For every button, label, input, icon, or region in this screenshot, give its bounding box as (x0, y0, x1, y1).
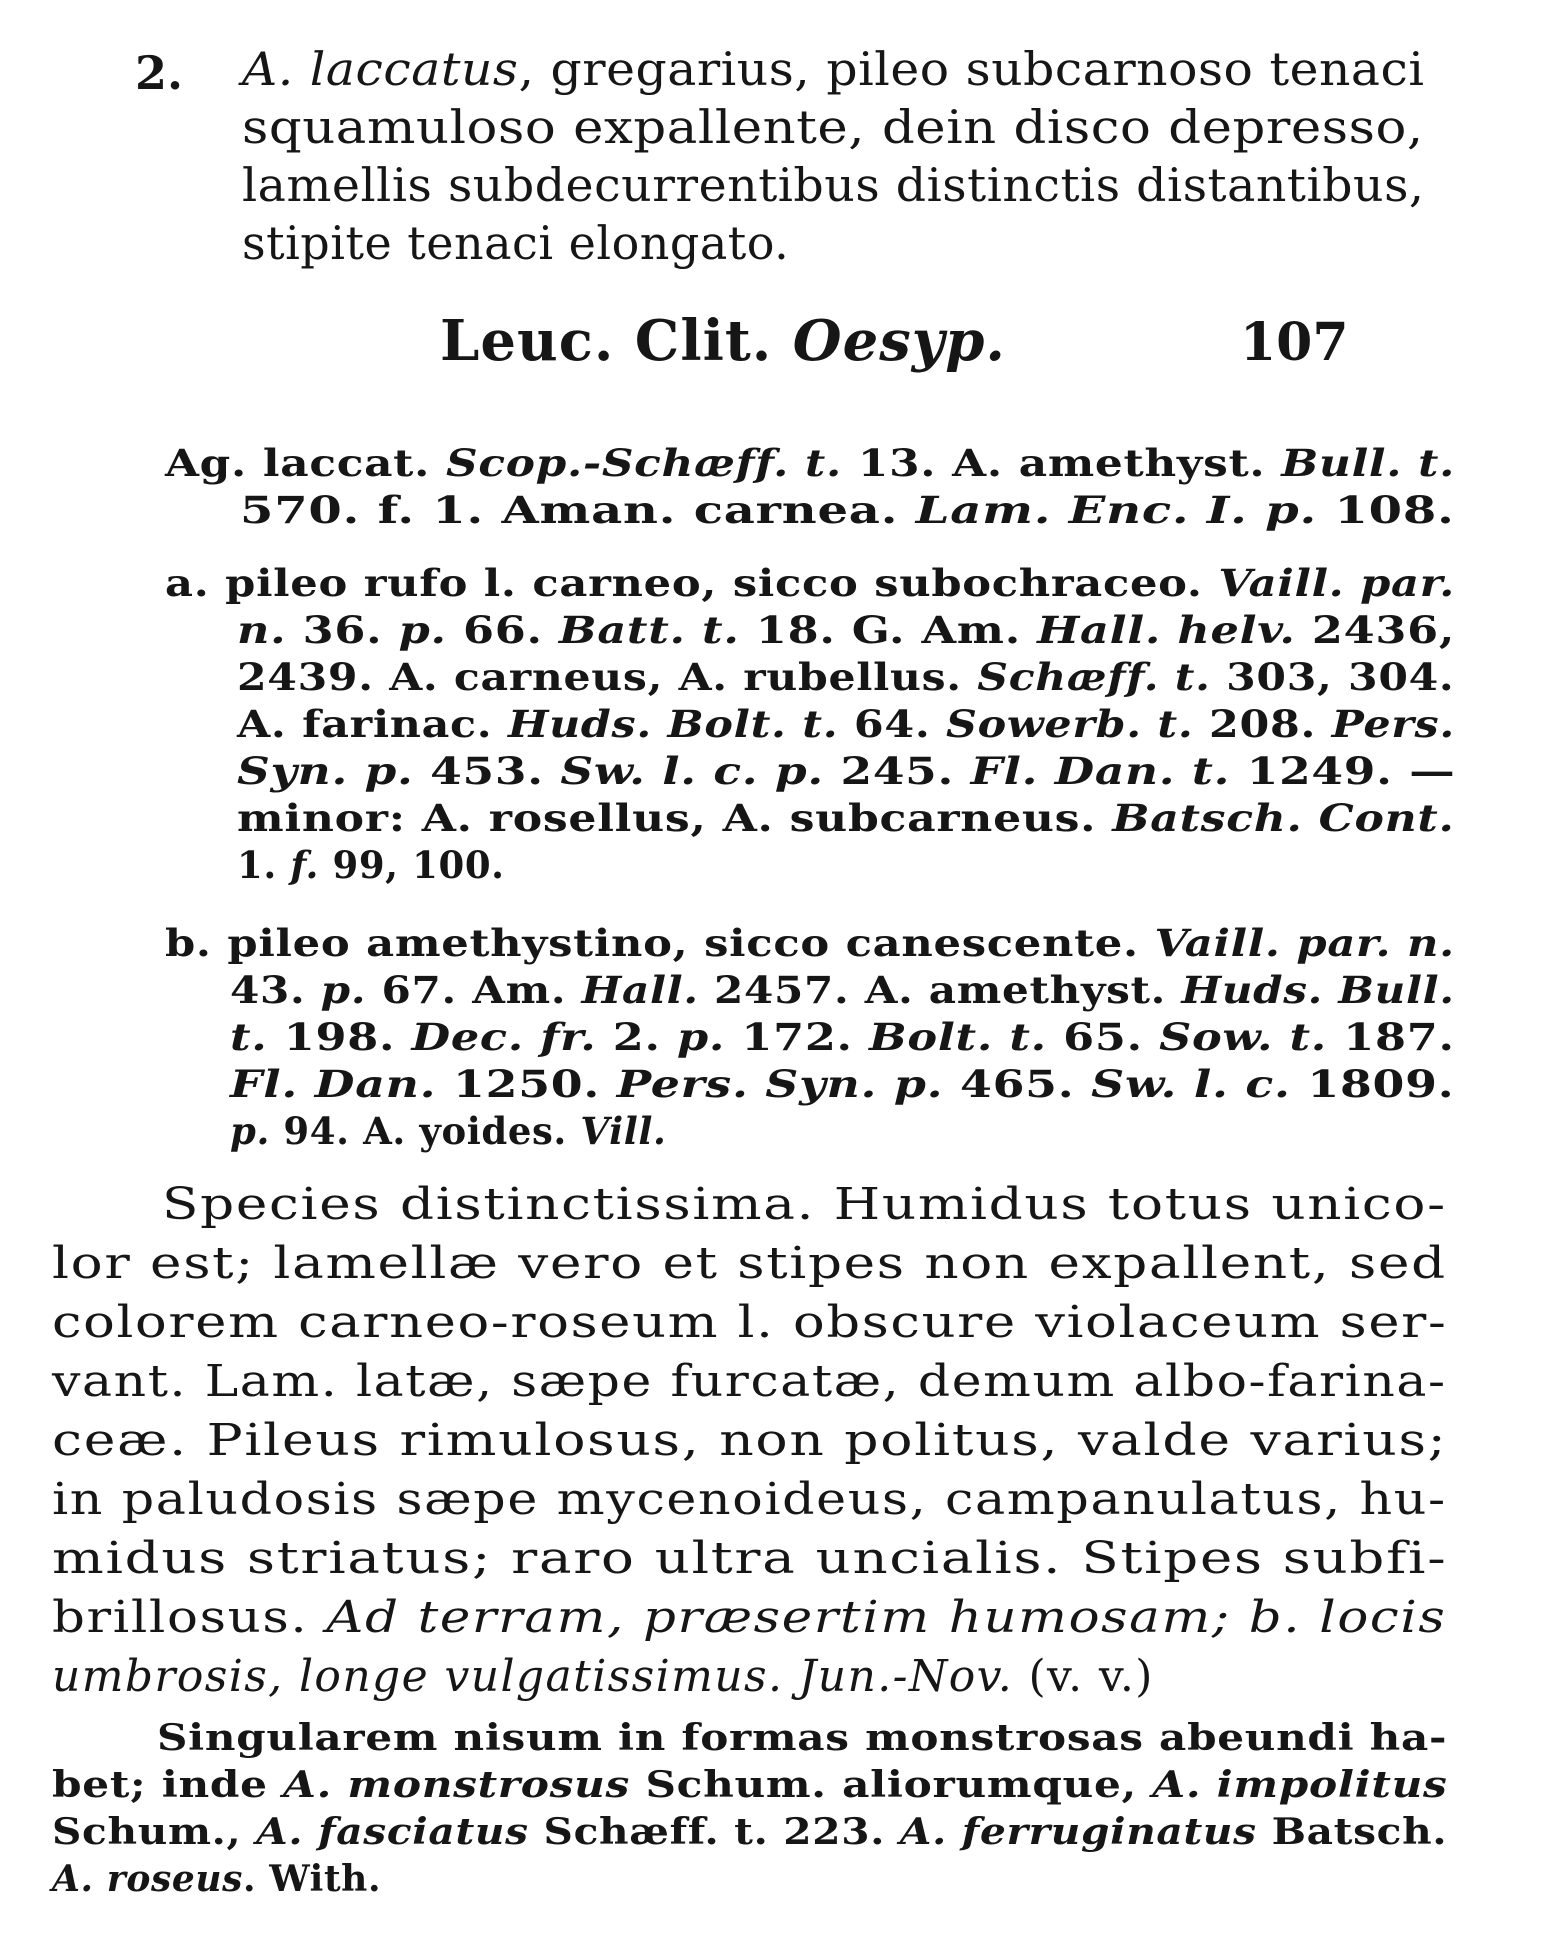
desc-line (52, 1411, 1447, 1470)
text-run: Sow. t. (1159, 1015, 1328, 1059)
text-run: Scop.-Schæff. t. (446, 441, 842, 485)
text-run: Lam. Enc. I. p. (915, 488, 1317, 532)
text-run: 64. (838, 702, 947, 746)
text-run: Bolt. t. (869, 1015, 1047, 1059)
text-run: vant. Lam. latæ, sæpe furcatæ, demum albo-farina- (52, 1356, 1447, 1407)
syn-a-line (237, 795, 1455, 842)
syn-a-line (237, 842, 505, 889)
desc-line (52, 1352, 1447, 1411)
text-run: Vaill. par. n. (1154, 921, 1455, 965)
syn-b-line (230, 1014, 1455, 1061)
entry-lines-line (242, 156, 1424, 214)
text-run: Sw. l. c. (1091, 1062, 1291, 1106)
syn-a-line (237, 701, 1455, 748)
syn-a-line (165, 560, 1455, 607)
text-run: (v. v.) (1013, 1651, 1154, 1702)
text-run: A. farinac. (237, 702, 508, 746)
text-run: 1. (237, 843, 291, 887)
text-run: n. (237, 608, 287, 652)
text-run: Ad terram, præsertim humosam; b. locis (326, 1592, 1447, 1643)
entry-lines-line (242, 98, 1424, 156)
text-run: 65. (1046, 1015, 1160, 1059)
syn-main-line (240, 487, 1455, 534)
text-run: A. ferruginatus (899, 1811, 1257, 1853)
text-run: Batsch. (1256, 1811, 1448, 1853)
text-run: 465. (943, 1062, 1092, 1106)
desc-line (162, 1175, 1447, 1234)
text-run: A. roseus (52, 1858, 243, 1900)
text-run: A. impolitus (1152, 1764, 1448, 1806)
text-run: Schum. aliorumque, (630, 1764, 1153, 1806)
text-run: 208. (1193, 702, 1332, 746)
entry-lines-line (242, 40, 1425, 98)
text-run: 67. Am. (366, 968, 582, 1012)
text-run: Singularem nisum in formas monstrosas abeundi ha- (157, 1717, 1448, 1759)
text-run: t. (230, 1015, 268, 1059)
text-run: f. (290, 843, 319, 887)
text-run: Hall. helv. (1037, 608, 1296, 652)
final-line (157, 1715, 1447, 1762)
text-run: 1249. — (1230, 749, 1456, 793)
text-run: 43. (230, 968, 321, 1012)
text-run: 99, 100. (319, 843, 505, 887)
desc-line (52, 1647, 1154, 1706)
text-run: 2439. A. carneus, A. rubellus. (237, 655, 978, 699)
text-run: squamuloso expallente, dein disco depresso, (242, 100, 1424, 154)
text-run: 13. A. amethyst. (841, 441, 1282, 485)
desc-line (52, 1470, 1447, 1529)
final-line (52, 1856, 381, 1903)
text-run: 18. G. Am. (739, 608, 1038, 652)
text-run: 2457. A. amethyst. (698, 968, 1182, 1012)
text-run: bet; inde (52, 1764, 284, 1806)
text-run: Bull. t. (1281, 441, 1456, 485)
text-run: 36. (286, 608, 399, 652)
text-run: ceæ. Pileus rimulosus, non politus, valde varius; (52, 1415, 1448, 1466)
text-run: Syn. p. (237, 749, 414, 793)
entry-number: 2. (135, 46, 184, 100)
text-run: p. (320, 968, 367, 1012)
text-run: Vill. (580, 1109, 667, 1153)
text-run: A. fasciatus (256, 1811, 529, 1853)
syn-b-line (165, 920, 1455, 967)
text-run: Batsch. Cont. (1112, 796, 1455, 840)
text-run: lamellis subdecurrentibus distinctis distantibus, (242, 158, 1425, 212)
text-run: lor est; lamellæ vero et stipes non expallent, sed (52, 1238, 1447, 1289)
text-run: umbrosis, longe vulgatissimus. Jun.-Nov. (52, 1651, 1014, 1702)
text-run: Huds. Bolt. t. (507, 702, 839, 746)
text-run: Species distinctissima. Humidus totus unico- (162, 1179, 1447, 1230)
text-run: . With. (243, 1858, 382, 1900)
text-run: 2436, (1295, 608, 1456, 652)
text-run: Dec. fr. (411, 1015, 597, 1059)
text-run: 66. (446, 608, 559, 652)
final-line (52, 1809, 1447, 1856)
text-run: Schæff. t. 223. (528, 1811, 900, 1853)
text-run: Fl. Dan. t. (970, 749, 1231, 793)
text-run: colorem carneo-roseum l. obscure violaceum ser- (52, 1297, 1448, 1348)
text-run: Sw. l. c. p. (560, 749, 824, 793)
text-run: Vaill. par. (1218, 561, 1455, 605)
syn-a-line (237, 654, 1454, 701)
text-run: 1809. (1290, 1062, 1455, 1106)
syn-main-line (165, 440, 1455, 487)
text-run: Huds. Bull. (1181, 968, 1455, 1012)
text-run: 1250. (436, 1062, 617, 1106)
text-run: p. (676, 1015, 726, 1059)
text-run: brillosus. (52, 1592, 327, 1643)
text-run: Hall. (581, 968, 699, 1012)
text-run: Ag. laccat. (165, 441, 447, 485)
text-run: A. monstrosus (283, 1764, 631, 1806)
text-run: p. (230, 1109, 270, 1153)
text-run: 245. (823, 749, 971, 793)
syn-b-line (230, 967, 1455, 1014)
desc-line (52, 1234, 1447, 1293)
syn-b-line (230, 1061, 1454, 1108)
syn-b-line (230, 1108, 667, 1155)
text-run: Pers. Syn. p. (616, 1062, 944, 1106)
entry-lines-line (242, 214, 789, 272)
desc-line (52, 1588, 1446, 1647)
text-run: Fl. Dan. (230, 1062, 437, 1106)
text-run: Batt. t. (558, 608, 740, 652)
desc-line (52, 1529, 1447, 1588)
text-run: Pers. (1331, 702, 1455, 746)
text-run: A. laccatus (242, 42, 519, 96)
running-head-subgenus: Oesyp. (792, 308, 1006, 374)
text-run: 2. (596, 1015, 677, 1059)
text-run: b. pileo amethystino, sicco canescente. (165, 921, 1155, 965)
page-number: 107 (1240, 312, 1349, 373)
text-run: stipite tenaci elongato. (242, 216, 790, 270)
text-run: a. pileo rufo l. carneo, sicco subochraceo. (165, 561, 1219, 605)
text-run: Schæff. t. (977, 655, 1211, 699)
text-run: 198. (267, 1015, 412, 1059)
text-run: 453. (413, 749, 561, 793)
text-run: midus striatus; raro ultra uncialis. Stipes subfi- (52, 1533, 1448, 1584)
text-run: 172. (725, 1015, 870, 1059)
text-run: 303, 304. (1210, 655, 1455, 699)
text-run: 94. A. yoides. (269, 1109, 581, 1153)
desc-line (52, 1293, 1447, 1352)
text-run: , gregarius, pileo subcarnoso tenaci (518, 42, 1425, 96)
text-run: Schum., (52, 1811, 257, 1853)
final-line (52, 1762, 1448, 1809)
text-run: p. (398, 608, 447, 652)
text-run: 570. f. 1. Aman. carnea. (240, 488, 916, 532)
text-run: minor: A. rosellus, A. subcarneus. (237, 796, 1113, 840)
syn-a-line (237, 607, 1455, 654)
syn-a-line (237, 748, 1455, 795)
running-head (440, 308, 1006, 374)
text-run: 108. (1316, 488, 1455, 532)
text-run: Sowerb. t. (946, 702, 1194, 746)
text-run: in paludosis sæpe mycenoideus, campanulatus, hu- (52, 1474, 1447, 1525)
running-head-genus: Leuc. Clit. (440, 308, 793, 374)
text-run: 187. (1327, 1015, 1455, 1059)
